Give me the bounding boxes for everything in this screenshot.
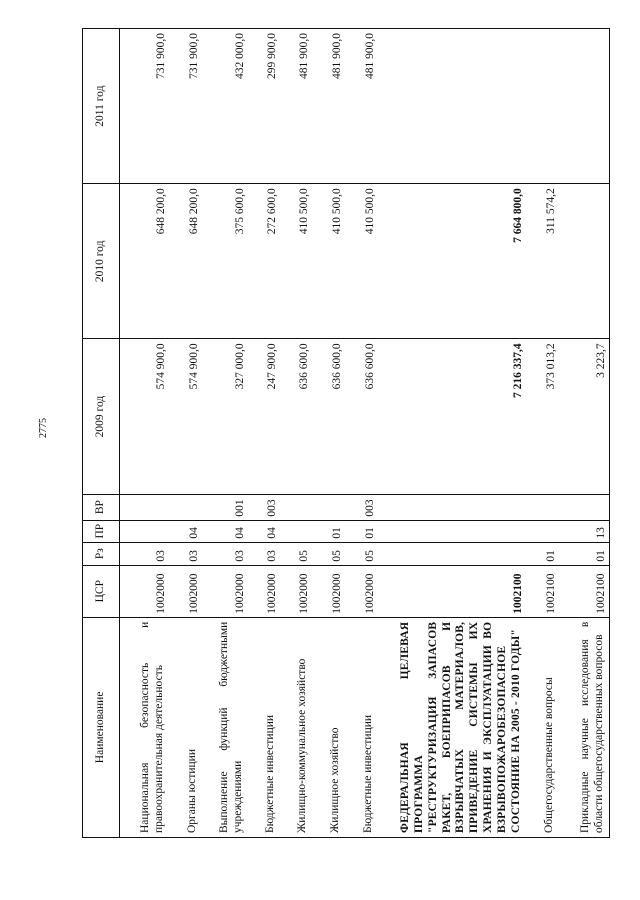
row-pr: [525, 520, 558, 542]
row-pr: 13: [558, 520, 609, 542]
row-csr: 1002100: [525, 565, 558, 617]
row-2011: [378, 29, 525, 184]
row-csr: 1002000: [247, 565, 279, 617]
row-pr: 04: [201, 520, 247, 542]
row-pr: 04: [247, 520, 279, 542]
table-row: [120, 29, 169, 838]
row-2011: 481 900,0: [279, 29, 312, 184]
row-vr: 003: [345, 494, 378, 520]
row-2011: 432 000,0: [201, 29, 247, 184]
row-2010: 648 200,0: [168, 184, 201, 339]
header-2011: 2011 год: [83, 29, 120, 184]
row-vr: 001: [201, 494, 247, 520]
header-csr: ЦСР: [83, 565, 120, 617]
header-rz: Рз: [83, 542, 120, 565]
row-pr: 01: [312, 520, 345, 542]
row-csr: 1002000: [345, 565, 378, 617]
row-name: Жилищно-коммунальное хозяйство: [279, 617, 312, 837]
page-number: 2775: [38, 418, 49, 438]
row-name: Прикладные научные исследования в области общегосударственных вопросов: [558, 617, 609, 837]
row-name: Общегосударственные вопросы: [525, 617, 558, 837]
row-2009: 373 013,2: [525, 339, 558, 494]
row-rz: 03: [120, 542, 169, 565]
row-csr: 1002000: [168, 565, 201, 617]
row-2010: [558, 184, 609, 339]
row-vr: 003: [247, 494, 279, 520]
row-2010: 272 600,0: [247, 184, 279, 339]
row-rz: 05: [312, 542, 345, 565]
row-rz: 05: [279, 542, 312, 565]
header-pr: ПР: [83, 520, 120, 542]
row-rz: 03: [247, 542, 279, 565]
row-vr: [525, 494, 558, 520]
row-rz: 01: [558, 542, 609, 565]
row-csr: 1002000: [120, 565, 169, 617]
row-2009: 636 600,0: [279, 339, 312, 494]
row-vr: [378, 494, 525, 520]
row-csr: 1002000: [201, 565, 247, 617]
row-name: Жилищное хозяйство: [312, 617, 345, 837]
row-2010: 648 200,0: [120, 184, 169, 339]
header-vr: ВР: [83, 494, 120, 520]
row-rz: 03: [201, 542, 247, 565]
row-name: Бюджетные инвестиции: [247, 617, 279, 837]
row-2009: 574 900,0: [168, 339, 201, 494]
row-vr: [279, 494, 312, 520]
budget-table-container: [82, 28, 610, 838]
budget-table: [82, 28, 610, 838]
row-2009: 327 000,0: [201, 339, 247, 494]
row-csr: 1002100: [378, 565, 525, 617]
row-2009: 7 216 337,4: [378, 339, 525, 494]
table-row: [201, 29, 247, 838]
row-rz: 03: [168, 542, 201, 565]
table-row: [558, 29, 609, 838]
row-pr: 01: [345, 520, 378, 542]
row-2011: 481 900,0: [345, 29, 378, 184]
row-2011: [558, 29, 609, 184]
row-name: Органы юстиции: [168, 617, 201, 837]
table-row: [345, 29, 378, 838]
table-row: [279, 29, 312, 838]
row-rz: [378, 542, 525, 565]
row-rz: 05: [345, 542, 378, 565]
row-pr: 04: [168, 520, 201, 542]
row-vr: [168, 494, 201, 520]
row-csr: 1002000: [279, 565, 312, 617]
row-vr: [558, 494, 609, 520]
row-2009: 574 900,0: [120, 339, 169, 494]
row-2010: 410 500,0: [345, 184, 378, 339]
row-2010: 375 600,0: [201, 184, 247, 339]
table-row: [168, 29, 201, 838]
row-2010: 7 664 800,0: [378, 184, 525, 339]
row-pr: [279, 520, 312, 542]
table-row: [247, 29, 279, 838]
row-2010: 410 500,0: [312, 184, 345, 339]
row-2011: 731 900,0: [120, 29, 169, 184]
table-row: [525, 29, 558, 838]
row-2009: 636 600,0: [312, 339, 345, 494]
row-pr: [378, 520, 525, 542]
row-2011: 731 900,0: [168, 29, 201, 184]
row-2011: [525, 29, 558, 184]
row-csr: 1002000: [312, 565, 345, 617]
table-row: [312, 29, 345, 838]
row-name: ФЕДЕРАЛЬНАЯ ЦЕЛЕВАЯ ПРОГРАММА "РЕСТРУКТУРИЗАЦИЯ ЗАПАСОВ РАКЕТ, БОЕПРИПАСОВ И ВЗРЫВЧАТЫХ МАТЕРИАЛОВ, ПРИВЕДЕНИЕ СИСТЕМЫ ИХ ХРАНЕНИЯ И ЭКСПЛУАТАЦИИ ВО ВЗРЫВОПОЖАРОБЕЗОПАСНОЕ СОСТОЯНИЕ НА 2005 - 2010 ГОДЫ": [378, 617, 525, 837]
row-2009: 3 223,7: [558, 339, 609, 494]
row-2011: 481 900,0: [312, 29, 345, 184]
row-2010: 311 574,2: [525, 184, 558, 339]
table-row: [378, 29, 525, 838]
row-csr: 1002100: [558, 565, 609, 617]
row-name: Выполнение функций бюджетными учреждениями: [201, 617, 247, 837]
header-2010: 2010 год: [83, 184, 120, 339]
row-name: Бюджетные инвестиции: [345, 617, 378, 837]
row-rz: 01: [525, 542, 558, 565]
row-pr: [120, 520, 169, 542]
row-vr: [120, 494, 169, 520]
header-row: [83, 29, 120, 838]
header-name: Наименование: [83, 617, 120, 837]
row-2009: 247 900,0: [247, 339, 279, 494]
row-name: Национальная безопасность и правоохранительная деятельность: [120, 617, 169, 837]
header-2009: 2009 год: [83, 339, 120, 494]
row-2011: 299 900,0: [247, 29, 279, 184]
row-2009: 636 600,0: [345, 339, 378, 494]
row-2010: 410 500,0: [279, 184, 312, 339]
row-vr: [312, 494, 345, 520]
